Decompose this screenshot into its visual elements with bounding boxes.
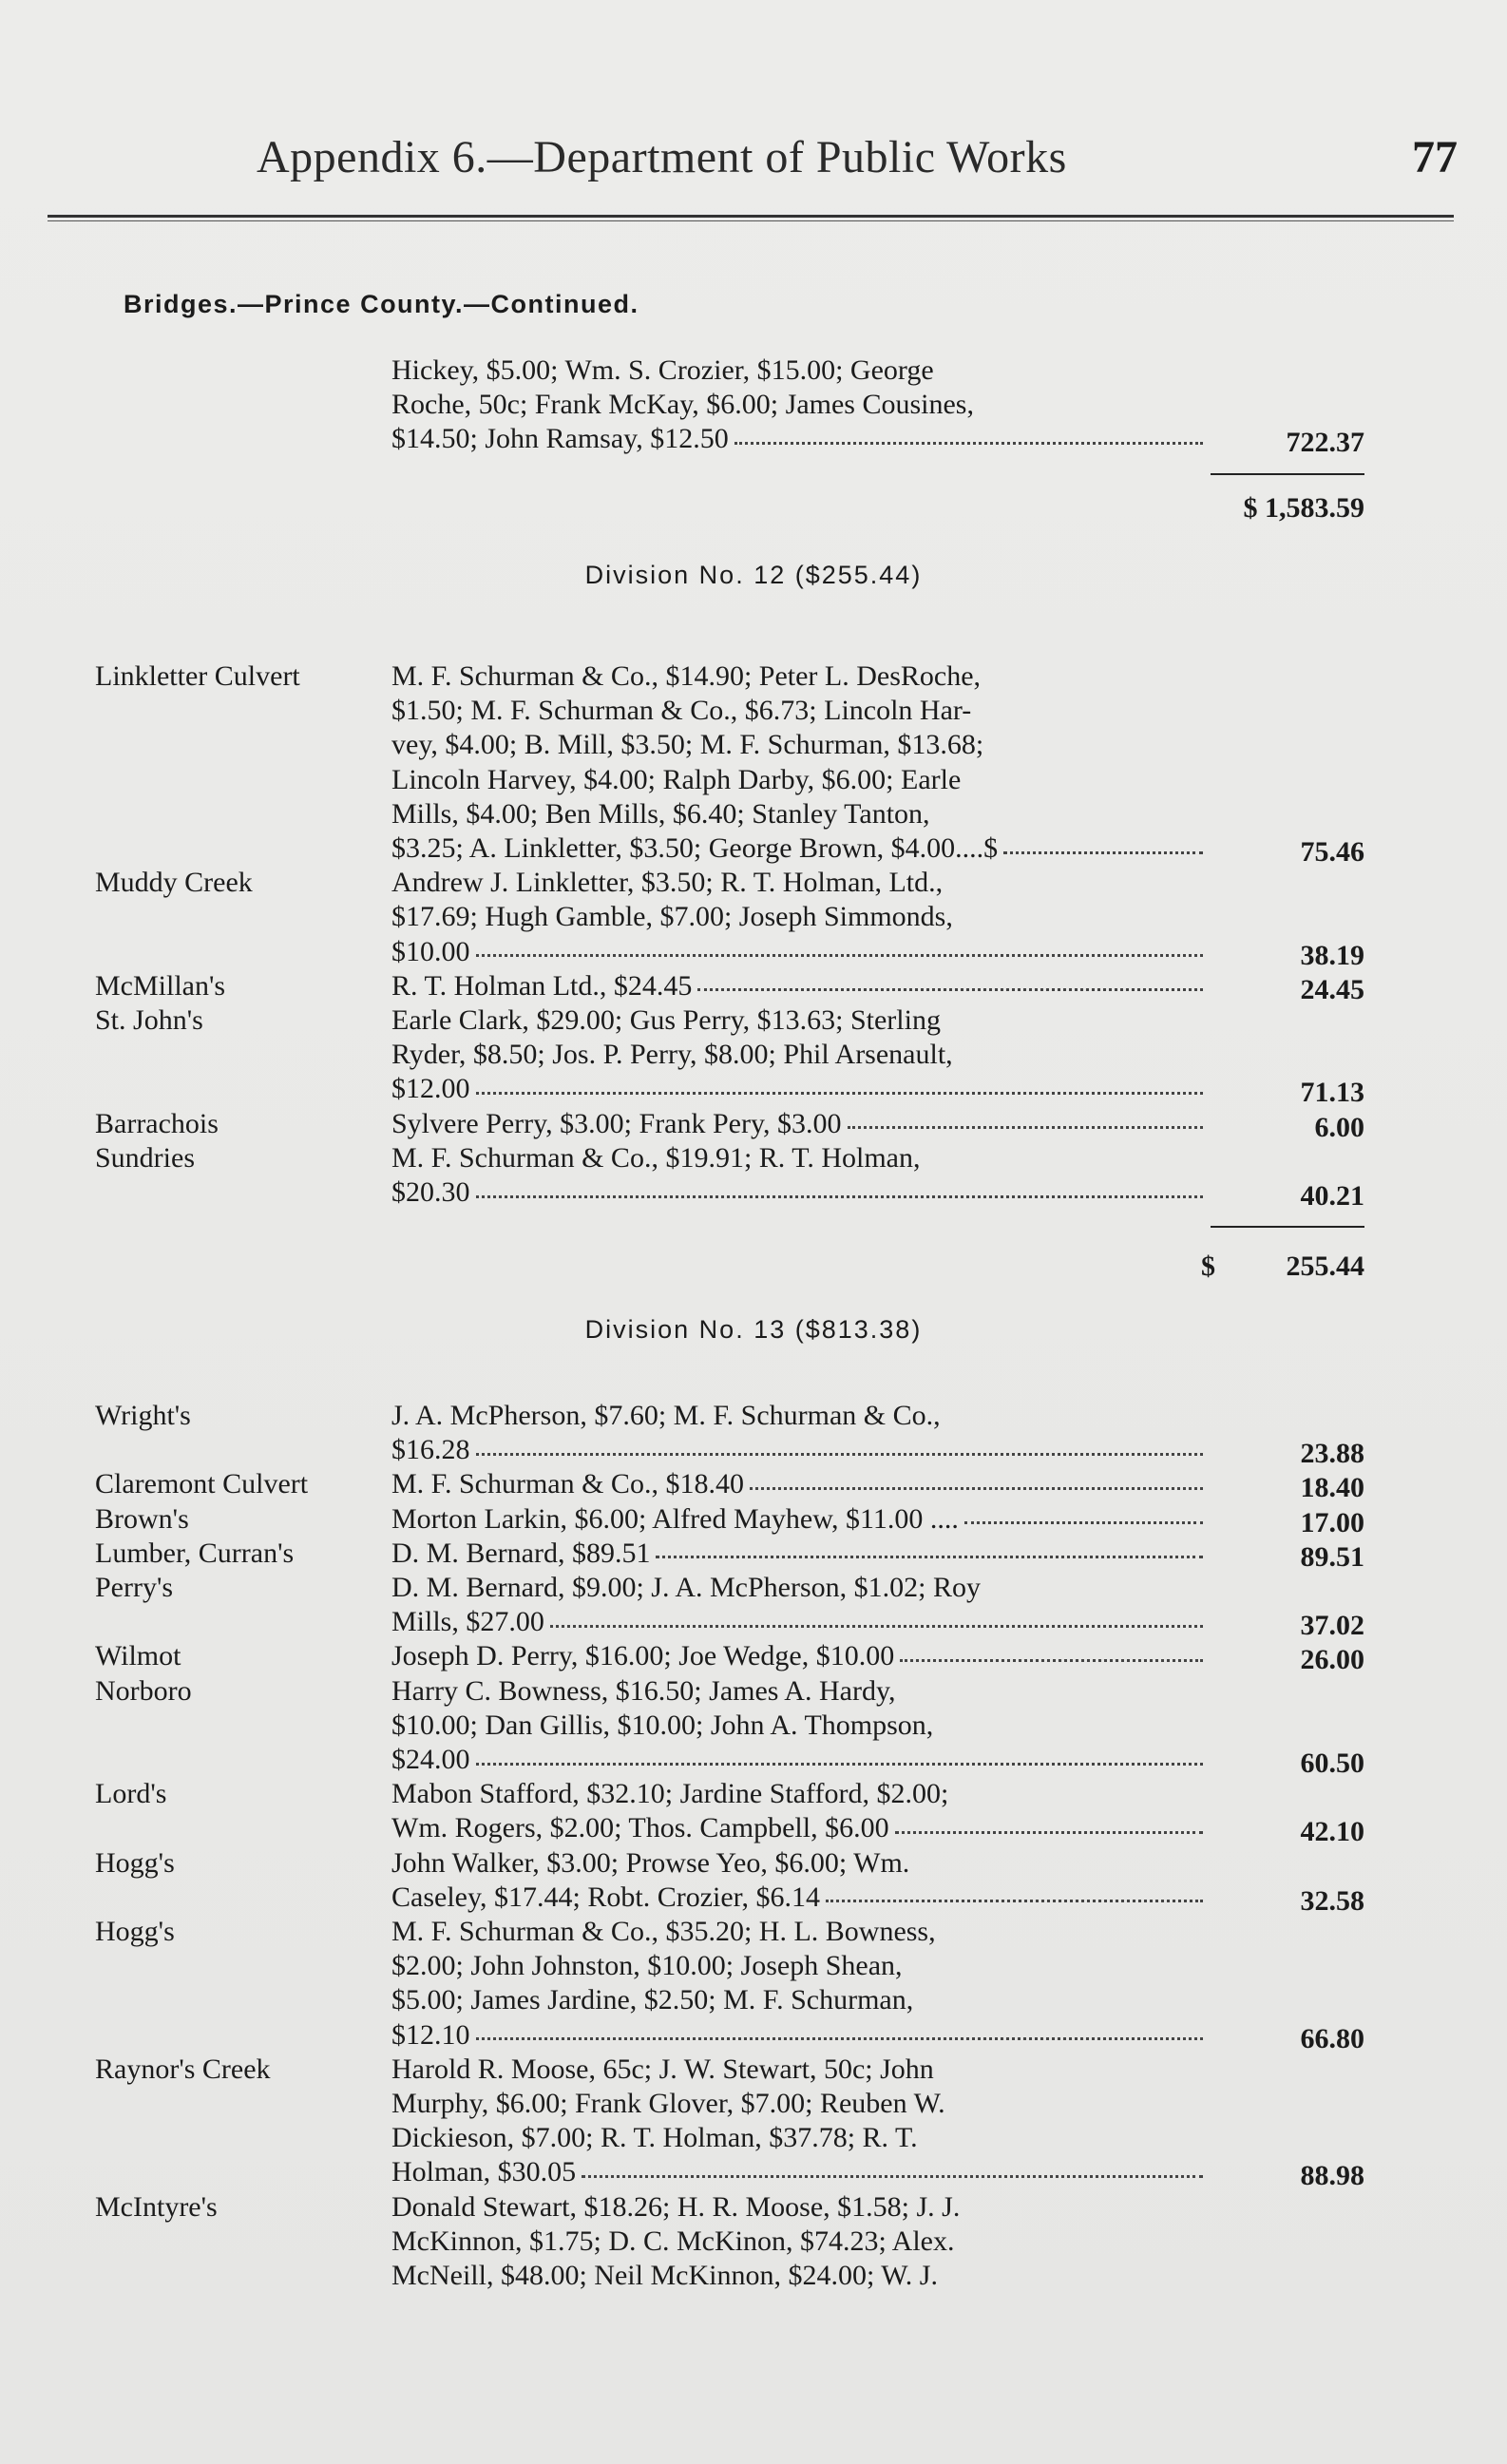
leader-dots [1003, 848, 1203, 854]
division-12-entry-label: Linkletter Culvert [95, 660, 300, 692]
leader-dots [476, 950, 1203, 957]
division-13-entry-amount: 37.02 [1300, 1610, 1364, 1642]
division-12-entry-detail-line: Ryder, $8.50; Jos. P. Perry, $8.00; Phil Arsenault, [391, 1039, 953, 1071]
division-13-entry-detail-line: Dickieson, $7.00; R. T. Holman, $37.78; R. T. [391, 2122, 918, 2154]
leader-dots [476, 1759, 1203, 1766]
division-12-total-rule [1211, 1226, 1364, 1228]
division-13-entry-amount: 18.40 [1300, 1472, 1364, 1504]
page-number: 77 [1412, 132, 1458, 182]
division-12-entry-detail-line: vey, $4.00; B. Mill, $3.50; M. F. Schurman, $13.68; [391, 729, 984, 761]
division-12-entry-label: Muddy Creek [95, 867, 253, 899]
continuation-entry-detail-line: $14.50; John Ramsay, $12.50 [391, 422, 1203, 456]
division-12-entry-detail-line: Mills, $4.00; Ben Mills, $6.40; Stanley Tanton, [391, 797, 930, 830]
leader-dots [964, 1518, 1203, 1524]
division-13-entry-detail-line: Harold R. Moose, 65c; J. W. Stewart, 50c; John [391, 2053, 934, 2085]
division-12-entry-detail-line: R. T. Holman Ltd., $24.45 [391, 969, 1203, 1003]
division-13-entry-label: Wright's [95, 1400, 191, 1431]
division-13-entry-amount: 23.88 [1300, 1438, 1364, 1470]
division-13-entry-detail-line: $16.28 [391, 1433, 1203, 1467]
division-12-entry-detail-line: M. F. Schurman & Co., $14.90; Peter L. DesRoche, [391, 660, 982, 692]
division-12-entry-detail-line: $1.50; M. F. Schurman & Co., $6.73; Lincoln Har- [391, 695, 972, 727]
division-12-heading: Division No. 12 ($255.44) [584, 561, 923, 589]
division-12-entry-amount: 71.13 [1300, 1077, 1364, 1109]
division-13-entry-detail-line: Morton Larkin, $6.00; Alfred Mayhew, $11.00 .... [391, 1502, 1203, 1537]
division-12-total: 255.44 [1286, 1251, 1364, 1282]
division-13-entry-label: Brown's [95, 1502, 189, 1535]
division-13-entry-amount: 17.00 [1300, 1506, 1364, 1538]
division-13-entry-label: Wilmot [95, 1640, 181, 1672]
division-13-entry-detail-line: $2.00; John Johnston, $10.00; Joseph Shean, [391, 1950, 903, 1982]
division-12-entry-detail-line: Lincoln Harvey, $4.00; Ralph Darby, $6.00; Earle [391, 763, 962, 795]
division-13-entry-label: Claremont Culvert [95, 1468, 309, 1500]
division-13-entry-amount: 88.98 [1300, 2160, 1364, 2192]
division-12-entry-label: Barrachois [95, 1107, 219, 1139]
division-12-entry-amount: 40.21 [1300, 1180, 1364, 1212]
division-13-entry-label: Hogg's [95, 1916, 175, 1947]
continuation-entry-detail-line: Roche, 50c; Frank McKay, $6.00; James Cousines, [391, 389, 974, 421]
section-heading: Bridges.—Prince County.—Continued. [124, 290, 639, 318]
division-12-entry-detail-line: $3.25; A. Linkletter, $3.50; George Brown, $4.00....$ [391, 831, 1203, 866]
leader-dots [476, 1192, 1203, 1198]
division-12-entry-label: Sundries [95, 1141, 195, 1174]
division-12-entry-detail-line: Earle Clark, $29.00; Gus Perry, $13.63; Sterling [391, 1004, 941, 1036]
subtotal-rule [1211, 473, 1364, 475]
division-12-entry-label: St. John's [95, 1004, 203, 1036]
division-13-entry-label: McIntyre's [95, 2190, 218, 2223]
division-13-entry-label: Perry's [95, 1572, 174, 1603]
division-13-entry-detail-line: M. F. Schurman & Co., $18.40 [391, 1467, 1203, 1501]
county-total: $ 1,583.59 [1243, 492, 1364, 524]
division-13-entry-detail-line: Mills, $27.00 [391, 1605, 1203, 1639]
division-12-entry-detail-line: $17.69; Hugh Gamble, $7.00; Joseph Simmonds, [391, 901, 953, 933]
division-13-entry-detail-line: $12.10 [391, 2018, 1203, 2053]
division-12-entry-detail-line: $12.00 [391, 1072, 1203, 1106]
division-13-entry-detail-line: M. F. Schurman & Co., $35.20; H. L. Bowness, [391, 1916, 936, 1947]
leader-dots [476, 2034, 1203, 2040]
division-13-entry-amount: 42.10 [1300, 1816, 1364, 1848]
division-12-total-dollar: $ [1201, 1251, 1215, 1282]
division-13-entry-label: Norboro [95, 1674, 192, 1707]
division-13-entry-amount: 66.80 [1300, 2022, 1364, 2054]
division-13-entry-detail-line: Holman, $30.05 [391, 2155, 1203, 2189]
leader-dots [582, 2171, 1203, 2178]
division-13-entry-detail-line: $10.00; Dan Gillis, $10.00; John A. Thompson, [391, 1709, 934, 1741]
leader-dots [750, 1483, 1203, 1490]
division-13-entry-detail-line: Murphy, $6.00; Frank Glover, $7.00; Reuben W. [391, 2088, 945, 2119]
division-13-entry-detail-line: $5.00; James Jardine, $2.50; M. F. Schurman, [391, 1984, 914, 2016]
division-13-entry-label: Lumber, Curran's [95, 1537, 295, 1569]
leader-dots [826, 1896, 1203, 1902]
division-12-entry-amount: 6.00 [1314, 1111, 1364, 1143]
division-13-entry-detail-line: Caseley, $17.44; Robt. Crozier, $6.14 [391, 1881, 1203, 1915]
division-13-entry-detail-line: John Walker, $3.00; Prowse Yeo, $6.00; Wm. [391, 1846, 910, 1879]
division-12-entry-detail-line: Andrew J. Linkletter, $3.50; R. T. Holman, Ltd., [391, 867, 944, 899]
leader-dots [848, 1122, 1203, 1129]
division-12-entry-amount: 24.45 [1300, 973, 1364, 1005]
leader-dots [656, 1552, 1203, 1558]
division-12-entry-label: McMillan's [95, 969, 226, 1002]
division-12-entry-amount: 38.19 [1300, 939, 1364, 971]
division-13-entry-detail-line: McNeill, $48.00; Neil McKinnon, $24.00; W. J. [391, 2260, 938, 2291]
division-13-heading: Division No. 13 ($813.38) [584, 1315, 923, 1344]
division-13-entry-detail-line: J. A. McPherson, $7.60; M. F. Schurman & Co., [391, 1400, 941, 1431]
leader-dots [697, 984, 1203, 991]
header-rule-thin [48, 220, 1454, 221]
leader-dots [476, 1088, 1203, 1095]
leader-dots [550, 1621, 1203, 1628]
continuation-entry-amount: 722.37 [1286, 427, 1364, 459]
division-13-entry-amount: 32.58 [1300, 1884, 1364, 1917]
continuation-entry-detail-line: Hickey, $5.00; Wm. S. Crozier, $15.00; George [391, 354, 934, 386]
division-13-entry-detail-line: $24.00 [391, 1743, 1203, 1777]
division-13-entry-label: Hogg's [95, 1846, 175, 1879]
division-12-entry-detail-line: $20.30 [391, 1175, 1203, 1210]
division-13-entry-amount: 89.51 [1300, 1540, 1364, 1573]
division-13-entry-label: Raynor's Creek [95, 2053, 271, 2085]
division-13-entry-detail-line: Donald Stewart, $18.26; H. R. Moose, $1.58; J. J. [391, 2190, 961, 2223]
leader-dots [900, 1655, 1203, 1662]
division-13-entry-detail-line: D. M. Bernard, $89.51 [391, 1537, 1203, 1571]
division-12-entry-detail-line: $10.00 [391, 935, 1203, 969]
division-13-entry-amount: 60.50 [1300, 1748, 1364, 1779]
leader-dots [734, 438, 1203, 445]
division-13-entry-detail-line: Joseph D. Perry, $16.00; Joe Wedge, $10.00 [391, 1639, 1203, 1673]
division-13-entry-label: Lord's [95, 1778, 167, 1810]
division-13-entry-detail-line: McKinnon, $1.75; D. C. McKinon, $74.23; Alex. [391, 2225, 955, 2257]
leader-dots [895, 1827, 1203, 1834]
division-13-entry-amount: 26.00 [1300, 1644, 1364, 1676]
division-13-entry-detail-line: Harry C. Bowness, $16.50; James A. Hardy, [391, 1674, 896, 1707]
division-13-entry-detail-line: Mabon Stafford, $32.10; Jardine Stafford, $2.00; [391, 1778, 949, 1810]
division-12-entry-detail-line: Sylvere Perry, $3.00; Frank Pery, $3.00 [391, 1107, 1203, 1141]
division-13-entry-detail-line: D. M. Bernard, $9.00; J. A. McPherson, $1.02; Roy [391, 1572, 981, 1603]
division-13-entry-detail-line: Wm. Rogers, $2.00; Thos. Campbell, $6.00 [391, 1811, 1203, 1845]
leader-dots [476, 1449, 1203, 1456]
division-12-entry-detail-line: M. F. Schurman & Co., $19.91; R. T. Holman, [391, 1141, 921, 1174]
header-rule [48, 215, 1454, 218]
division-12-entry-amount: 75.46 [1300, 836, 1364, 868]
page-header-title: Appendix 6.—Department of Public Works [257, 132, 1067, 182]
